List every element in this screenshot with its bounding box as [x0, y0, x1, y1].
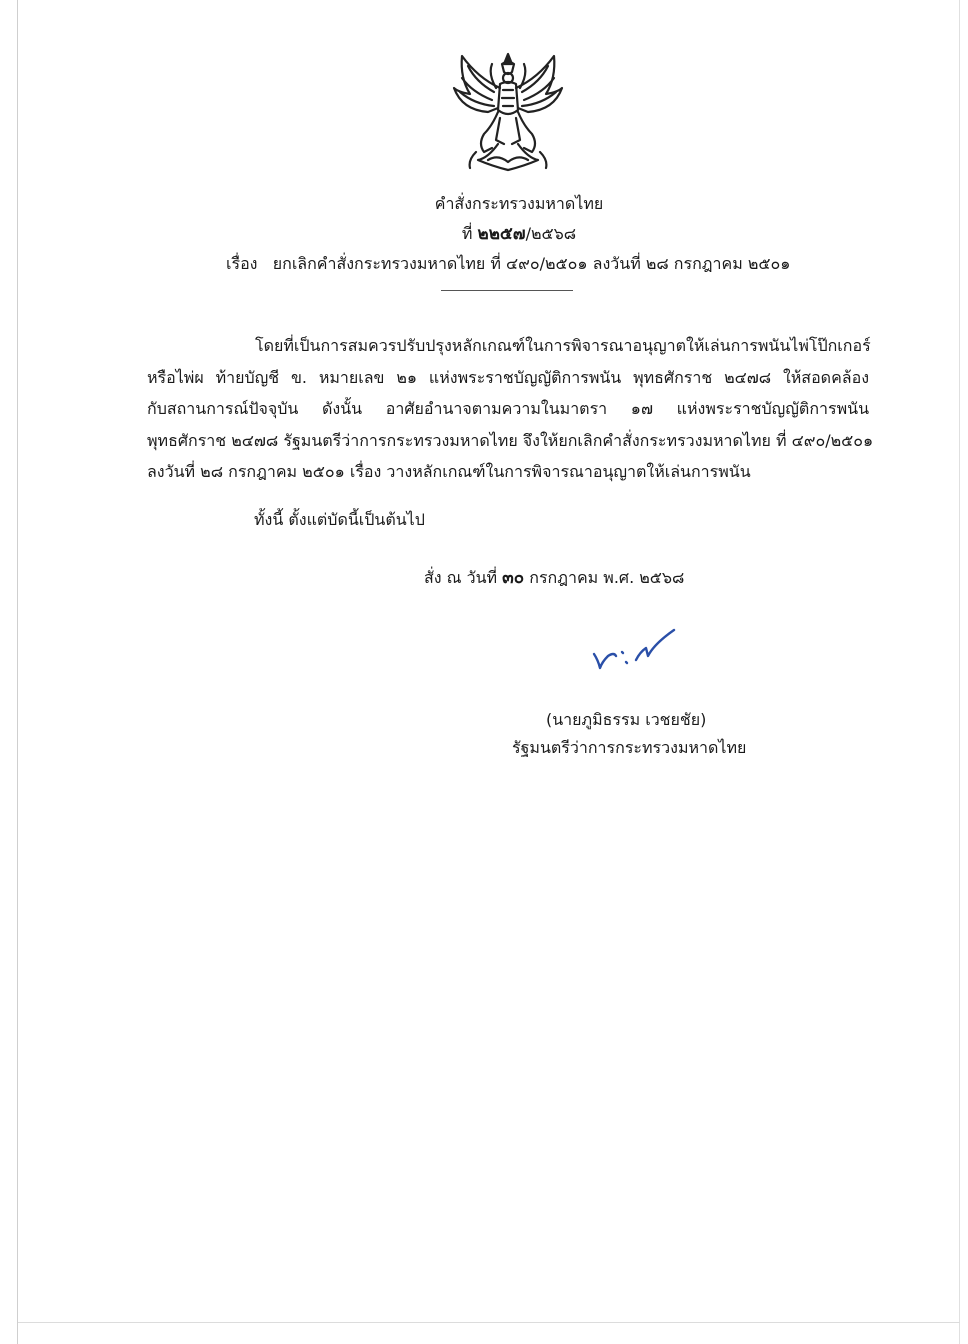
body-line: โดยที่เป็นการสมควรปรับปรุงหลักเกณฑ์ในการพิจารณาอนุญาตให้เล่นการพนันไพ่โป๊กเกอร์	[255, 336, 871, 355]
garuda-emblem-icon	[448, 48, 568, 178]
effective-clause: ทั้งนี้ ตั้งแต่บัดนี้เป็นต้นไป	[254, 510, 425, 529]
signer-title: รัฐมนตรีว่าการกระทรวงมหาดไทย	[512, 738, 747, 757]
order-date-rest: กรกฎาคม พ.ศ. ๒๕๖๘	[529, 568, 685, 587]
order-date-day: ๓๐	[502, 568, 525, 588]
page-edge-bottom	[18, 1322, 960, 1323]
order-number-prefix: ที่	[461, 224, 473, 243]
body-paragraph	[147, 330, 874, 488]
issuer-title: คำสั่งกระทรวงมหาดไทย	[434, 194, 604, 213]
page-edge-left	[17, 0, 18, 1344]
handwritten-signature	[586, 622, 682, 682]
header-divider	[441, 290, 573, 291]
signer-name: (นายภูมิธรรม เวชยชัย)	[546, 710, 707, 729]
body-line: กับสถานการณ์ปัจจุบัน ดังนั้น อาศัยอำนาจตามความในมาตรา ๑๗ แห่งพระราชบัญญัติการพนัน	[147, 399, 869, 418]
order-date	[424, 568, 684, 588]
order-date-prefix: สั่ง ณ วันที่	[424, 568, 498, 587]
subject-text: ยกเลิกคำสั่งกระทรวงมหาดไทย ที่ ๔๙๐/๒๕๐๑ ลงวันที่ ๒๘ กรกฎาคม ๒๕๐๑	[272, 254, 791, 273]
subject-label: เรื่อง	[226, 254, 258, 273]
subject-line	[226, 254, 790, 274]
body-line: หรือไพ่ผ ท้ายบัญชี ข. หมายเลข ๒๑ แห่งพระราชบัญญัติการพนัน พุทธศักราช ๒๔๗๘ ให้สอดคล้อง	[147, 367, 869, 387]
body-line: พุทธศักราช ๒๔๗๘ รัฐมนตรีว่าการกระทรวงมหาดไทย จึงให้ยกเลิกคำสั่งกระทรวงมหาดไทย ที่ ๔๙๐/๒๕๐๑	[147, 430, 874, 450]
order-number	[384, 224, 654, 244]
page-edge-right	[959, 0, 960, 1344]
order-number-value: ๒๒๕๗	[477, 224, 526, 244]
order-number-year: /๒๕๖๘	[525, 224, 577, 243]
body-line: ลงวันที่ ๒๘ กรกฎาคม ๒๕๐๑ เรื่อง วางหลักเกณฑ์ในการพิจารณาอนุญาตให้เล่นการพนัน	[147, 462, 751, 481]
